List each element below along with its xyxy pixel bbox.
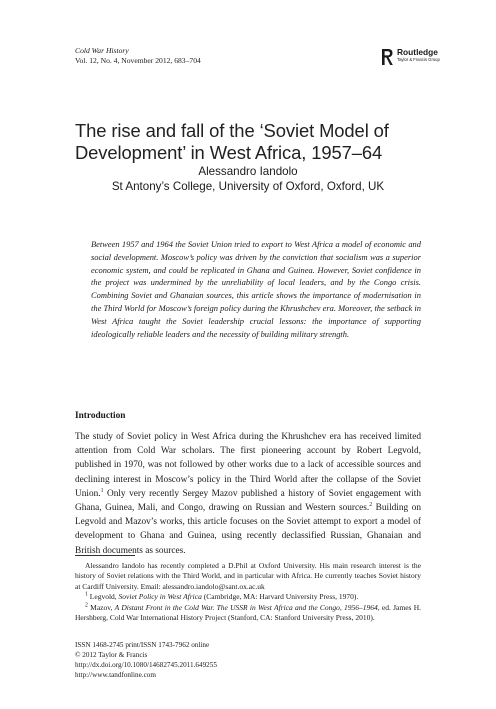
- cited-title: Soviet Policy in West Africa: [118, 592, 202, 602]
- routledge-logo-icon: [380, 48, 394, 66]
- introduction-paragraph: [75, 430, 421, 558]
- footnote-text: Legvold,: [89, 592, 119, 602]
- footnote-2: [75, 603, 421, 624]
- footnotes: [75, 561, 421, 623]
- footnote-text: , ed. James H. Hershberg, Cold War International History Project (Stanford, CA: Stanford University Press, 2010).: [75, 602, 422, 623]
- paragraph-text: The study of Soviet policy in West Africa during the Khrushchev era has received limited attention from Cold War scholars. The first pioneering account by Robert Legvold, published in 1970, was not followed by other works due to a lack of accessible sources and declining interest in Moscow’s policy in the Third World after the collapse of the Soviet Union.: [75, 432, 421, 499]
- journal-name: Cold War History: [75, 46, 129, 55]
- publisher-logo: [380, 47, 440, 69]
- publisher-tagline: Taylor & Francis Group: [397, 57, 440, 62]
- article-title-line-2: Development’ in West Africa, 1957–64: [75, 142, 383, 163]
- footnote-ref-1[interactable]: 1: [100, 487, 104, 494]
- author-note: Alessandro Iandolo has recently completed a D.Phil at Oxford University. His main research interest is the history of Soviet relations with the Third World, and in particular with Africa. He currently teaches Soviet history at Cardiff University. Email: alessandro.iandolo@sant.ox.ac.uk: [75, 561, 421, 591]
- publisher-url-link[interactable]: http://www.tandfonline.com: [75, 671, 156, 680]
- author-affiliation: St Antony’s College, University of Oxford, Oxford, UK: [111, 180, 385, 193]
- cited-title: A Distant Front in the Cold War. The USSR in West Africa and the Congo, 1956–1964: [114, 602, 378, 612]
- article-author: Alessandro Iandolo: [198, 165, 298, 178]
- paragraph-text: Only very recently Sergey Mazov published a history of Soviet engagement with Ghana, Guinea, Mali, and Congo, drawing on Russian and Western sources.: [75, 488, 421, 514]
- footnote-divider: [75, 555, 135, 556]
- copyright: © 2012 Taylor & Francis: [75, 651, 148, 660]
- footnote-1: [75, 592, 421, 602]
- paragraph-text: Building on Legvold and Mazov’s works, this article focuses on the Soviet attempt to export a model of development to Ghana and Guinea, using recently declassified Russian, Ghanaian and British documents as sources.: [75, 503, 421, 556]
- journal-volume-line: Vol. 12, No. 4, November 2012, 683–704: [75, 56, 201, 65]
- footnote-text: Mazov,: [90, 602, 115, 612]
- issn: ISSN 1468-2745 print/ISSN 1743-7962 online: [75, 641, 210, 649]
- section-heading: Introduction: [75, 411, 126, 421]
- footnote-ref-2[interactable]: 2: [369, 501, 373, 508]
- doi-link[interactable]: http://dx.doi.org/10.1080/14682745.2011.649255: [75, 661, 217, 670]
- abstract: Between 1957 and 1964 the Soviet Union tried to export to West Africa a model of economic and social development. Moscow’s policy was driven by the conviction that socialism was a superior economic system, and could be replicated in Ghana and Guinea. However, Soviet confidence in the project was undermined by the unreliability of local leaders, and by the Congo crisis. Combining Soviet and Ghanaian sources, this article shows the importance of modernisation in the Third World for Moscow’s foreign policy during the Khrushchev era. Moreover, the setback in West Africa taught the Soviet leadership crucial lessons: the importance of supporting ideologically reliable leaders and the necessity of building military strength.: [91, 239, 421, 339]
- article-title: [75, 120, 455, 164]
- journal-header: [75, 46, 201, 66]
- footnote-text: (Cambridge, MA: Harvard University Press, 1970).: [201, 592, 359, 602]
- footnote-number: 2: [85, 602, 88, 609]
- article-title-line-1: The rise and fall of the ‘Soviet Model of: [75, 120, 389, 141]
- publisher-name: Routledge: [397, 47, 438, 57]
- footnote-number: 1: [85, 591, 88, 598]
- publication-info: [75, 640, 217, 680]
